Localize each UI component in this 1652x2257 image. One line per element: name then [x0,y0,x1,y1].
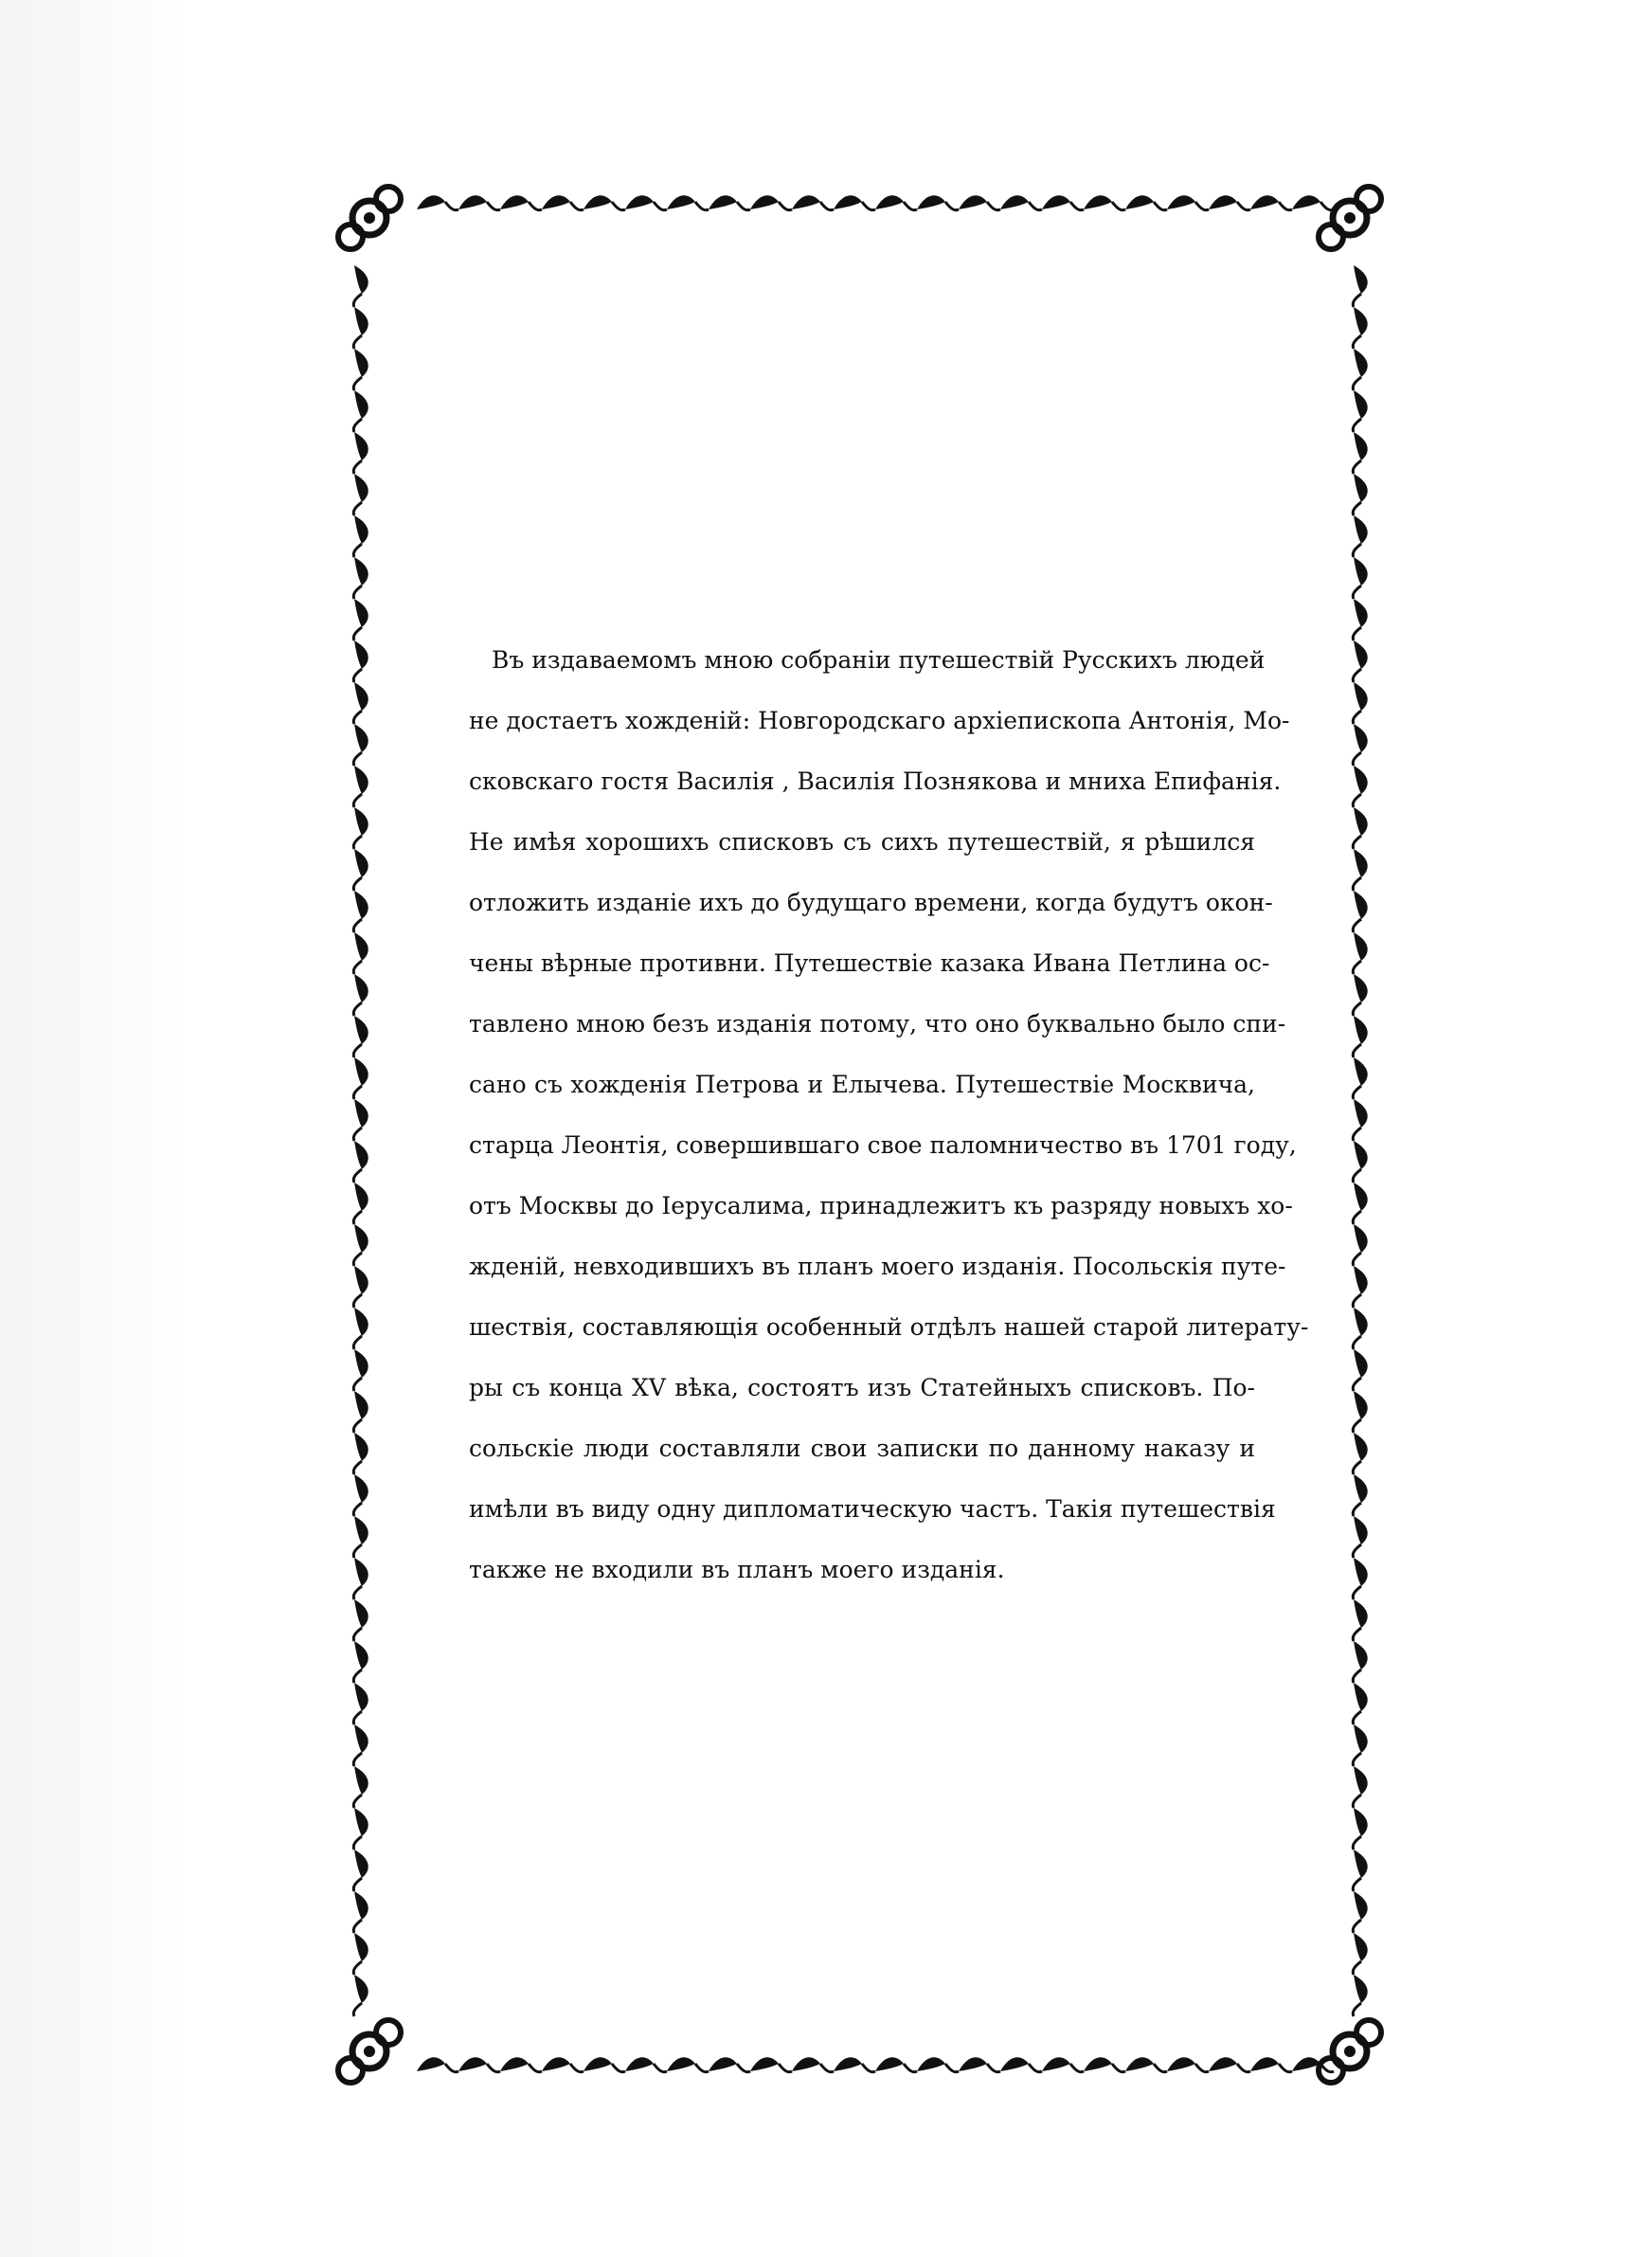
ribbon-link [353,1628,362,1641]
ribbon-link [353,1503,362,1516]
paragraph-line: Не имѣя хорошихъ списковъ съ сихъ путешествій, я рѣшился [469,828,1255,856]
ribbon-link [1353,1378,1361,1391]
ribbon-twist-left [354,474,368,502]
ribbon-twist-top [1292,195,1320,209]
ribbon-link [1154,202,1167,210]
ribbon-link [353,1544,362,1558]
ribbon-link [1353,627,1361,641]
ribbon-link [987,2064,1000,2072]
ribbon-twist-top [458,195,487,209]
paragraph-line: чены вѣрные противни. Путешествіе казака Ивана Петлина ос- [469,949,1270,977]
ribbon-twist-left [354,1558,368,1586]
ribbon-link [1353,460,1361,474]
ribbon-twist-left [354,1933,368,1961]
ribbon-link [353,711,362,724]
ribbon-twist-right [1354,641,1368,669]
scan-shadow [0,0,189,2257]
ribbon-twist-top [417,195,445,209]
ribbon-link [353,1670,362,1683]
ribbon-twist-right [1354,974,1368,1002]
ribbon-link [1353,1002,1361,1016]
ribbon-twist-top [792,195,820,209]
ribbon-twist-top [1042,195,1070,209]
corner-knot-loop [1356,187,1381,211]
ribbon-link [1070,2064,1084,2072]
ribbon-link [1353,1086,1361,1099]
ribbon-twist-left [354,1016,368,1044]
ribbon-twist-left [354,1308,368,1336]
ribbon-twist-bottom [458,2057,487,2071]
ribbon-twist-right [1354,1141,1368,1169]
ribbon-twist-top [959,195,987,209]
ribbon-link [1353,335,1361,349]
ribbon-link [612,202,625,210]
ribbon-twist-left [354,932,368,961]
ribbon-twist-bottom [1167,2057,1195,2071]
ribbon-link [1237,2064,1250,2072]
ribbon-link [1195,202,1209,210]
ribbon-link [353,836,362,849]
ribbon-link [353,1336,362,1349]
ribbon-twist-right [1354,1724,1368,1753]
ribbon-twist-right [1354,1266,1368,1294]
ribbon-link [1353,377,1361,390]
ribbon-link [353,1753,362,1766]
ribbon-twist-right [1354,724,1368,752]
ribbon-link [1353,752,1361,766]
ribbon-link [1353,877,1361,891]
ribbon-link [987,202,1000,210]
ribbon-twist-left [354,1391,368,1419]
ribbon-twist-top [875,195,904,209]
ribbon-twist-left [354,766,368,794]
ribbon-twist-bottom [542,2057,570,2071]
ribbon-twist-right [1354,1891,1368,1920]
ribbon-link [353,752,362,766]
ribbon-link [1112,202,1125,210]
corner-knot-loop [1356,2020,1381,2045]
ribbon-twist-right [1354,515,1368,544]
ribbon-twist-left [354,1349,368,1378]
ribbon-twist-left [354,1808,368,1836]
ribbon-twist-bottom [417,2057,445,2071]
ribbon-link [904,2064,917,2072]
ribbon-twist-right [1354,557,1368,586]
ribbon-twist-left [354,1891,368,1920]
ribbon-twist-top [542,195,570,209]
paragraph-line: шествія, составляющія особенный отдѣлъ нашей старой литерату- [469,1313,1309,1341]
ribbon-twist-left [354,515,368,544]
ribbon-link [353,1169,362,1183]
paragraph-line: ры съ конца XV вѣка, состоятъ изъ Статейныхъ списковъ. По- [469,1374,1255,1401]
ribbon-link [820,2064,834,2072]
ribbon-twist-left [354,1099,368,1128]
ribbon-twist-left [354,432,368,460]
ribbon-link [1353,1753,1361,1766]
ribbon-link [353,919,362,932]
ribbon-twist-right [1354,1683,1368,1711]
ribbon-twist-top [1209,195,1237,209]
ribbon-twist-right [1354,1766,1368,1795]
ribbon-link [654,2064,667,2072]
ribbon-twist-right [1354,265,1368,294]
ribbon-link [1353,2003,1361,2016]
paragraph-line: имѣли въ виду одну дипломатическую частъ. Такія путешествія [469,1495,1276,1523]
ribbon-link [1353,669,1361,682]
ribbon-twist-left [354,1266,368,1294]
ribbon-link [1353,711,1361,724]
ribbon-link [353,1836,362,1850]
ribbon-link [529,202,542,210]
ribbon-twist-bottom [625,2057,654,2071]
ribbon-twist-top [750,195,779,209]
ribbon-link [353,1086,362,1099]
ribbon-link [1353,294,1361,307]
ribbon-link [1353,1795,1361,1808]
ribbon-link [1029,2064,1042,2072]
ribbon-link [353,1419,362,1433]
ribbon-link [1353,1544,1361,1558]
ribbon-twist-right [1354,1599,1368,1628]
ribbon-twist-right [1354,1933,1368,1961]
corner-knot-loop [1319,2058,1343,2083]
ribbon-link [353,377,362,390]
ribbon-twist-right [1354,1016,1368,1044]
ribbon-twist-left [354,1683,368,1711]
ribbon-twist-right [1354,1850,1368,1878]
ribbon-twist-bottom [500,2057,529,2071]
ribbon-link [1353,961,1361,974]
ribbon-twist-bottom [1209,2057,1237,2071]
ribbon-link [353,419,362,432]
ribbon-link [1353,419,1361,432]
paragraph-line: отъ Москвы до Іерусалима, принадлежитъ къ разряду новыхъ хо- [469,1192,1293,1219]
ribbon-twist-left [354,1599,368,1628]
ribbon-twist-top [917,195,945,209]
ribbon-twist-left [354,1850,368,1878]
ribbon-twist-bottom [1000,2057,1029,2071]
ribbon-link [445,202,458,210]
ribbon-twist-bottom [667,2057,695,2071]
ribbon-twist-left [354,1433,368,1461]
ribbon-link [353,1920,362,1933]
ribbon-twist-right [1354,1558,1368,1586]
ribbon-link [1353,502,1361,515]
ribbon-twist-left [354,807,368,836]
ribbon-twist-bottom [584,2057,612,2071]
ribbon-twist-left [354,1516,368,1544]
ribbon-link [353,294,362,307]
ribbon-link [529,2064,542,2072]
ribbon-link [862,202,875,210]
ribbon-twist-left [354,1724,368,1753]
ribbon-twist-bottom [875,2057,904,2071]
ribbon-twist-top [500,195,529,209]
corner-knot-center [1344,212,1356,224]
ribbon-link [353,460,362,474]
ribbon-link [353,544,362,557]
ribbon-twist-right [1354,766,1368,794]
ribbon-twist-right [1354,1224,1368,1253]
main-paragraph [469,630,1309,1600]
ribbon-link [570,2064,584,2072]
paragraph-line: тавлено мною безъ изданія потому, что оно буквально было спи- [469,1010,1286,1038]
ribbon-twist-bottom [1042,2057,1070,2071]
ribbon-twist-bottom [1125,2057,1154,2071]
ribbon-twist-top [834,195,862,209]
ribbon-twist-right [1354,1099,1368,1128]
ribbon-link [695,202,709,210]
ribbon-link [1353,1461,1361,1474]
ribbon-link [353,669,362,682]
ribbon-link [904,202,917,210]
ribbon-twist-top [584,195,612,209]
ribbon-link [779,2064,792,2072]
ribbon-twist-right [1354,1183,1368,1211]
ribbon-twist-right [1354,307,1368,335]
ribbon-link [353,1795,362,1808]
ribbon-twist-left [354,724,368,752]
ribbon-twist-bottom [1250,2057,1279,2071]
ribbon-twist-left [354,1641,368,1670]
paragraph-line: сольскіе люди составляли свои записки по данному наказу и [469,1435,1255,1462]
ribbon-twist-left [354,849,368,877]
ribbon-link [1353,1336,1361,1349]
ribbon-link [654,202,667,210]
ribbon-link [1353,1878,1361,1891]
ribbon-twist-right [1354,1975,1368,2003]
ribbon-twist-right [1354,474,1368,502]
ribbon-twist-left [354,265,368,294]
ribbon-link [1353,1128,1361,1141]
ribbon-link [353,1586,362,1599]
paragraph-line: старца Леонтія, совершившаго свое паломничество въ 1701 году, [469,1131,1297,1159]
ribbon-twist-bottom [709,2057,737,2071]
ribbon-link [1353,544,1361,557]
ribbon-twist-left [354,307,368,335]
corner-knot-loop [376,2020,401,2045]
ribbon-twist-left [354,557,368,586]
ribbon-twist-right [1354,1308,1368,1336]
ribbon-link [737,2064,750,2072]
ribbon-link [1195,2064,1209,2072]
ribbon-link [1353,1419,1361,1433]
ribbon-link [1353,586,1361,599]
ribbon-link [737,202,750,210]
ribbon-link [353,1961,362,1975]
ribbon-twist-top [625,195,654,209]
ribbon-link [1353,1586,1361,1599]
ribbon-twist-right [1354,891,1368,919]
ribbon-twist-bottom [834,2057,862,2071]
ribbon-twist-left [354,599,368,627]
ribbon-link [1353,1670,1361,1683]
ribbon-twist-right [1354,849,1368,877]
paragraph-line: не достаетъ хожденій: Новгородскаго архіепископа Антонія, Мо- [469,707,1290,734]
ribbon-twist-left [354,974,368,1002]
ribbon-link [353,1211,362,1224]
corner-knot-loop [338,225,363,249]
ribbon-link [1154,2064,1167,2072]
ribbon-twist-bottom [1084,2057,1112,2071]
ribbon-link [353,1002,362,1016]
ribbon-twist-left [354,891,368,919]
ribbon-twist-right [1354,349,1368,377]
ribbon-twist-left [354,1141,368,1169]
ribbon-link [487,202,500,210]
ribbon-twist-top [667,195,695,209]
paragraph-line: также не входили въ планъ моего изданія. [469,1556,1005,1583]
ribbon-twist-bottom [792,2057,820,2071]
corner-knot-loop [376,187,401,211]
ribbon-twist-right [1354,1057,1368,1086]
ribbon-link [1353,1294,1361,1308]
paragraph-line: сковскаго гостя Василія , Василія Познякова и мниха Епифанія. [469,767,1282,795]
ribbon-twist-left [354,1224,368,1253]
ribbon-link [1353,1628,1361,1641]
corner-knot-loop [338,2058,363,2083]
ribbon-twist-right [1354,1349,1368,1378]
ribbon-link [779,202,792,210]
paragraph-line: отложить изданіе ихъ до будущаго времени, когда будутъ окон- [469,889,1273,916]
ribbon-twist-left [354,1057,368,1086]
ribbon-twist-right [1354,807,1368,836]
ribbon-link [1353,1711,1361,1724]
ribbon-link [353,1294,362,1308]
ribbon-link [353,502,362,515]
ribbon-twist-right [1354,682,1368,711]
ribbon-twist-right [1354,1808,1368,1836]
corner-knot-loop [1319,225,1343,249]
ribbon-link [945,202,959,210]
ribbon-twist-left [354,1766,368,1795]
ribbon-twist-top [709,195,737,209]
ribbon-link [353,1253,362,1266]
ribbon-link [1237,202,1250,210]
corner-knot-center [364,2046,375,2057]
ribbon-twist-right [1354,390,1368,419]
ribbon-link [1353,1961,1361,1975]
ribbon-link [1353,1211,1361,1224]
ribbon-link [1353,919,1361,932]
ribbon-twist-top [1000,195,1029,209]
ribbon-link [1353,1253,1361,1266]
ribbon-link [353,1128,362,1141]
ribbon-twist-right [1354,1433,1368,1461]
ribbon-twist-left [354,349,368,377]
ribbon-link [353,335,362,349]
ribbon-link [445,2064,458,2072]
ribbon-twist-bottom [917,2057,945,2071]
ribbon-link [353,2003,362,2016]
ribbon-link [353,1461,362,1474]
corner-knot-center [1344,2046,1356,2057]
ribbon-link [353,1378,362,1391]
ribbon-link [612,2064,625,2072]
ribbon-link [1279,202,1292,210]
ribbon-link [353,961,362,974]
ribbon-twist-top [1167,195,1195,209]
ribbon-link [570,202,584,210]
ribbon-link [1112,2064,1125,2072]
ribbon-twist-left [354,1474,368,1503]
ribbon-link [353,1044,362,1057]
ribbon-twist-right [1354,1474,1368,1503]
corner-knot-center [364,212,375,224]
ribbon-link [1279,2064,1292,2072]
ribbon-link [1070,202,1084,210]
ribbon-link [820,202,834,210]
ribbon-link [1353,1836,1361,1850]
ribbon-link [353,1878,362,1891]
ribbon-link [1029,202,1042,210]
ribbon-link [487,2064,500,2072]
paragraph-line: жденій, невходившихъ въ планъ моего изданія. Посольскія путе- [469,1253,1286,1280]
ribbon-link [353,877,362,891]
ribbon-twist-right [1354,432,1368,460]
ribbon-twist-left [354,390,368,419]
ribbon-link [862,2064,875,2072]
ribbon-link [1353,1044,1361,1057]
ribbon-twist-right [1354,1516,1368,1544]
ribbon-twist-right [1354,1641,1368,1670]
ribbon-link [353,1711,362,1724]
ribbon-twist-left [354,641,368,669]
ribbon-link [353,794,362,807]
paragraph-line: сано съ хожденія Петрова и Елычева. Путешествіе Москвича, [469,1071,1255,1098]
ribbon-twist-left [354,682,368,711]
ribbon-twist-right [1354,932,1368,961]
ribbon-twist-right [1354,599,1368,627]
ribbon-link [1353,1920,1361,1933]
paragraph-line: Въ издаваемомъ мною собраніи путешествій Русскихъ людей [492,646,1266,674]
ribbon-link [353,586,362,599]
ribbon-link [1353,794,1361,807]
ribbon-link [1353,1503,1361,1516]
ribbon-twist-left [354,1975,368,2003]
ribbon-link [1353,1169,1361,1183]
ribbon-link [1353,836,1361,849]
ribbon-twist-top [1084,195,1112,209]
ribbon-twist-top [1250,195,1279,209]
ribbon-twist-left [354,1183,368,1211]
ribbon-twist-right [1354,1391,1368,1419]
ribbon-link [945,2064,959,2072]
ribbon-link [695,2064,709,2072]
ribbon-twist-top [1125,195,1154,209]
ribbon-link [353,627,362,641]
ribbon-twist-bottom [959,2057,987,2071]
ribbon-twist-bottom [750,2057,779,2071]
